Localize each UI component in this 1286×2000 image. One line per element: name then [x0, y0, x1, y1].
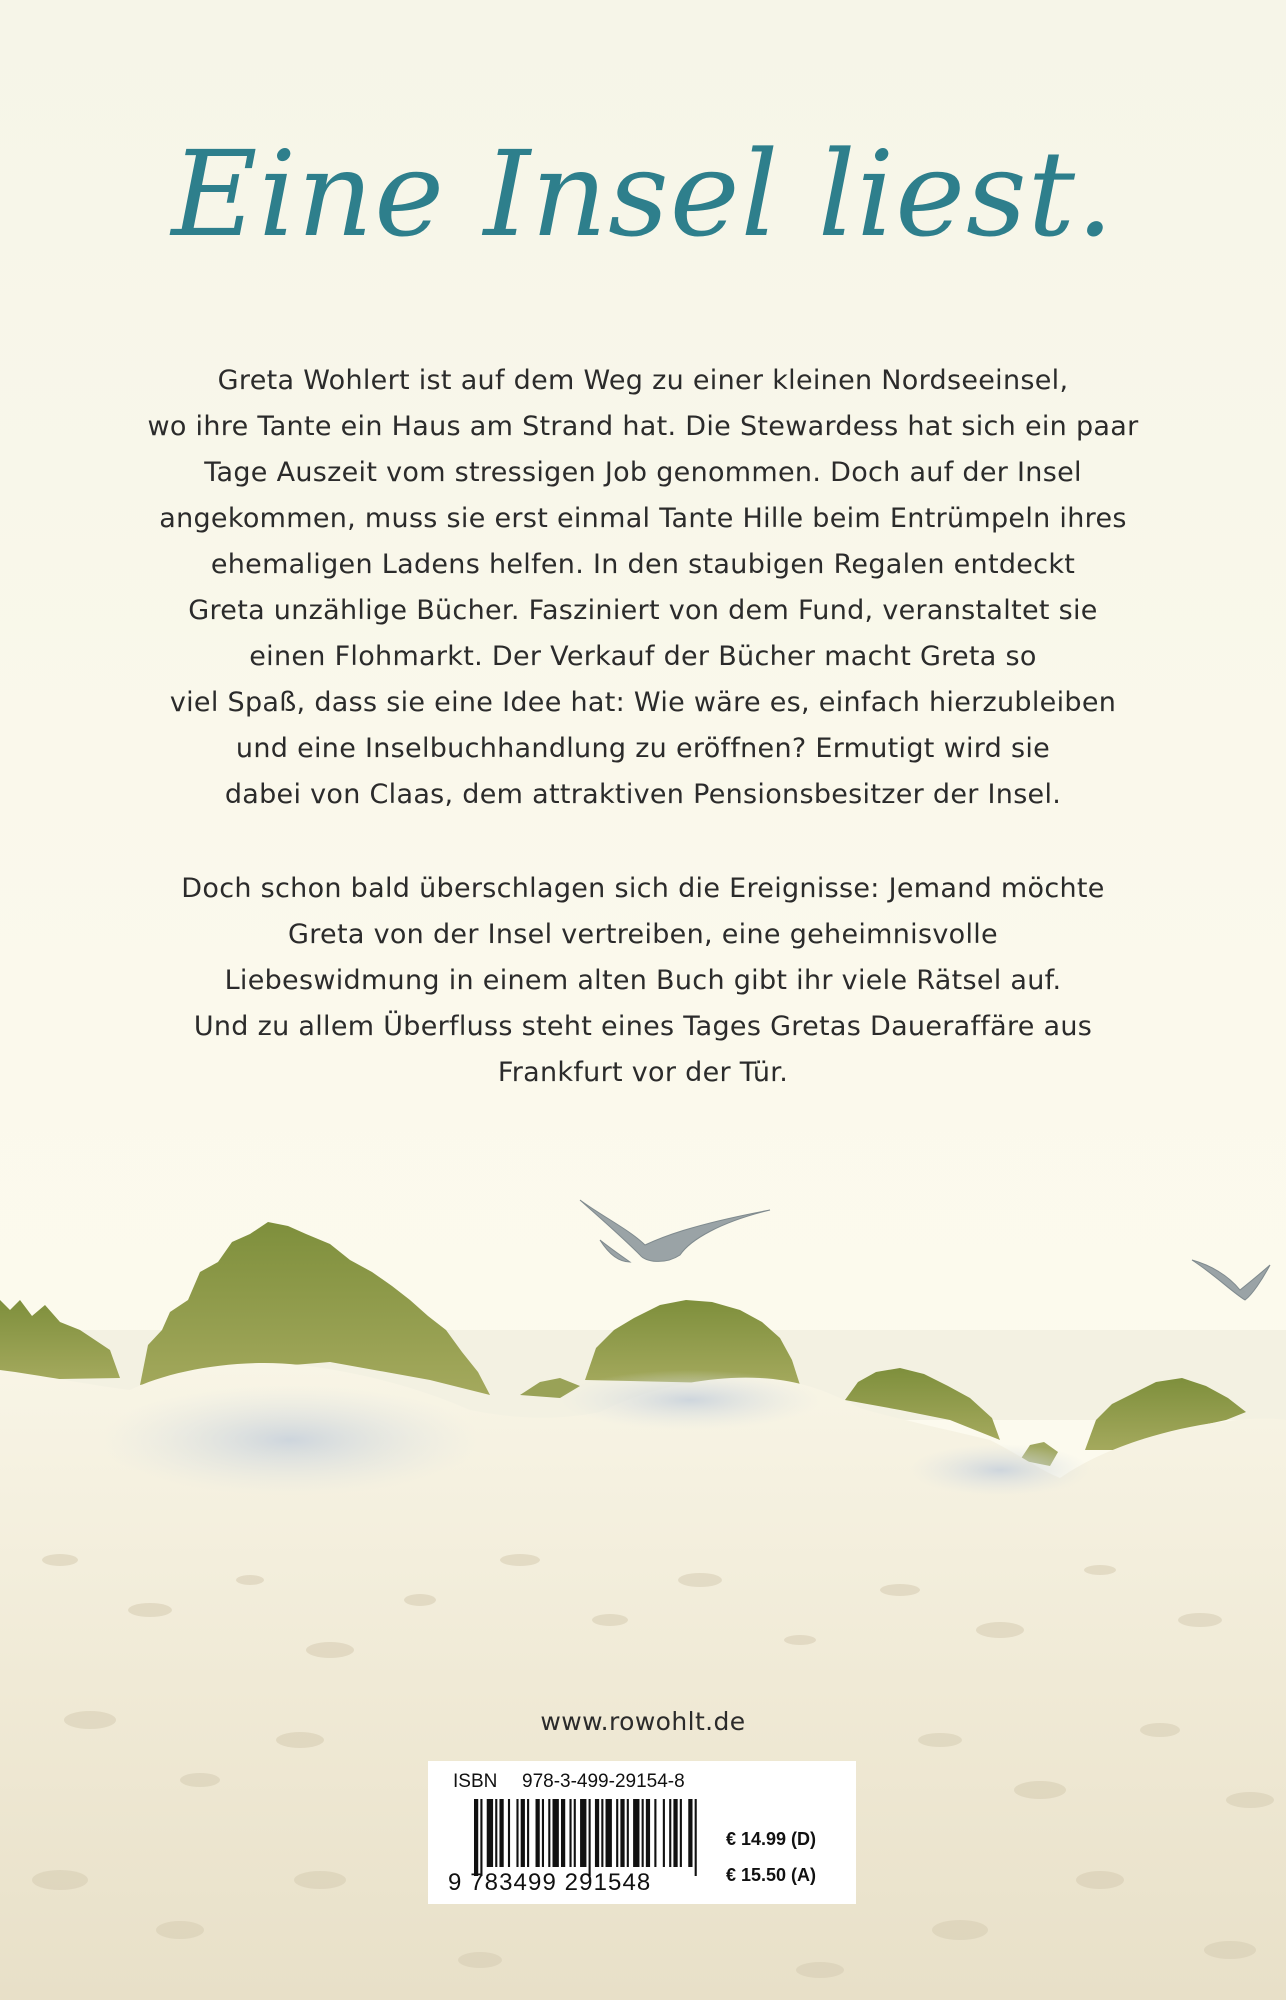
blurb-paragraph-1 [80, 358, 1206, 818]
cover-headline: Eine Insel liest. [171, 125, 1115, 263]
barcode-bar [627, 1799, 629, 1867]
blurb-line: Tage Auszeit vom stressigen Job genommen. Doch auf der Insel [204, 457, 1082, 488]
blurb-line: Greta von der Insel vertreiben, eine geheimnisvolle [288, 919, 998, 950]
blurb-line: Liebeswidmung in einem alten Buch gibt ihr viele Rätsel auf. [224, 965, 1062, 996]
publisher-website[interactable]: www.rowohlt.de [540, 1707, 746, 1736]
price-austria: € 15.50 (A) [726, 1865, 817, 1885]
barcode-bar [663, 1799, 665, 1867]
barcode-bar [499, 1799, 503, 1867]
blurb-line: dabei von Claas, dem attraktiven Pensionsbesitzer der Insel. [224, 779, 1062, 810]
blurb-line: Greta unzählige Bücher. Fasziniert von dem Fund, veranstaltet sie [188, 595, 1098, 626]
barcode-bar [620, 1799, 624, 1867]
barcode-bar [480, 1799, 482, 1876]
barcode-bar [580, 1799, 586, 1867]
blurb-line: und eine Inselbuchhandlung zu eröffnen? Ermutigt wird sie [235, 733, 1051, 764]
blurb-line: ehemaligen Ladens helfen. In den staubigen Regalen entdeckt [210, 549, 1076, 580]
blurb-line: Greta Wohlert ist auf dem Weg zu einer kleinen Nordseeinsel, [217, 365, 1069, 396]
isbn-barcode-box [428, 1761, 856, 1904]
barcode-bar [536, 1799, 540, 1867]
barcode-bar [606, 1799, 612, 1867]
blurb-line: Und zu allem Überfluss steht eines Tages Gretas Daueraffäre aus [193, 1011, 1093, 1042]
barcode-bar [521, 1799, 525, 1867]
barcode-bar [548, 1799, 550, 1867]
barcode-bar [474, 1799, 478, 1876]
blurb-line: viel Spaß, dass sie eine Idee hat: Wie wäre es, einfach hierzubleiben [169, 687, 1117, 718]
barcode-bar [654, 1799, 656, 1867]
barcode-bar [589, 1799, 591, 1876]
isbn-label: ISBN [453, 1771, 498, 1792]
barcode-bar [669, 1799, 671, 1867]
blurb-paragraph-2 [80, 866, 1206, 1096]
barcode-bar [642, 1799, 644, 1867]
barcode-digits: 9 783499 291548 [448, 1869, 652, 1896]
price-germany: € 14.99 (D) [726, 1829, 817, 1849]
barcode-bar [527, 1799, 529, 1867]
barcode-bar [646, 1799, 650, 1867]
barcode-bar [516, 1799, 518, 1867]
barcode-bar [561, 1799, 565, 1867]
barcode-bar [595, 1799, 599, 1867]
barcode-bar [616, 1799, 618, 1867]
barcode-bar [553, 1799, 559, 1867]
barcode-icon [474, 1799, 701, 1876]
blurb-line: angekommen, muss sie erst einmal Tante Hille beim Entrümpeln ihres [159, 503, 1127, 534]
blurb-line: wo ihre Tante ein Haus am Strand hat. Die Stewardess hat sich ein paar [147, 411, 1139, 442]
blurb-line: einen Flohmarkt. Der Verkauf der Bücher macht Greta so [249, 641, 1037, 672]
barcode-bar [601, 1799, 603, 1867]
barcode-bar [487, 1799, 493, 1867]
barcode-bar [495, 1799, 497, 1867]
barcode-bar [673, 1799, 677, 1867]
barcode-bar [508, 1799, 510, 1867]
barcode-bar [680, 1799, 682, 1867]
barcode-bar [633, 1799, 639, 1867]
barcode-bar [574, 1799, 576, 1867]
barcode-bar [569, 1799, 571, 1867]
barcode-bar [695, 1799, 697, 1876]
blurb-line: Doch schon bald überschlagen sich die Ereignisse: Jemand möchte [181, 873, 1105, 904]
isbn-number: 978-3-499-29154-8 [522, 1771, 685, 1792]
barcode-bar [542, 1799, 544, 1867]
barcode-bar [688, 1799, 692, 1867]
blurb-line: Frankfurt vor der Tür. [497, 1057, 789, 1088]
